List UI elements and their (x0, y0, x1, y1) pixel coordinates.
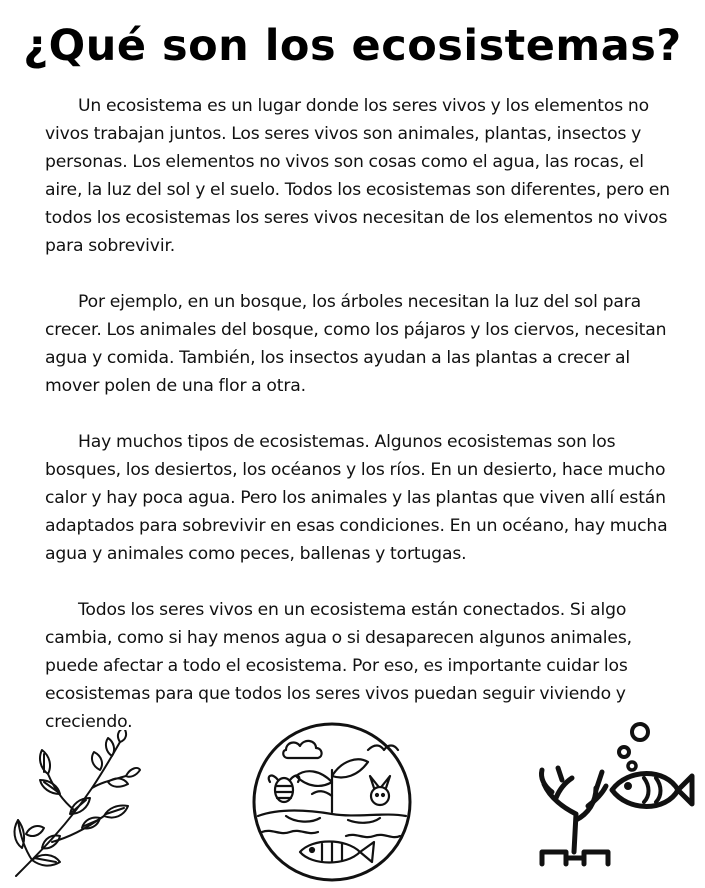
leafy-branch-icon (12, 730, 142, 878)
paragraph-2: Por ejemplo, en un bosque, los árboles necesitan la luz del sol para crecer. Los animales del bosque, como los pájaros y los ciervos, necesitan agua y comida. También, los insectos ayudan a las plantas a crecer al mover polen de una flor a otra. (45, 292, 667, 396)
paragraph-1: Un ecosistema es un lugar donde los seres vivos y los elementos no vivos trabajan juntos. Los seres vivos son animales, plantas, insectos y personas. Los elementos no vivos son cosas como el agua, las rocas, el aire, la luz del sol y el suelo. Todos los ecosistemas son diferentes, pero en todos los ecosistemas los seres vivos necesitan de los elementos no vivos para sobrevivir. (45, 96, 670, 256)
paragraph-4: Todos los seres vivos en un ecosistema están conectados. Si algo cambia, como si hay menos agua o si desaparecen algunos animales, puede afectar a todo el ecosistema. Por eso, es importante cuidar los ecosistemas para que todos los seres vivos puedan seguir viviendo y creciendo. (45, 600, 632, 732)
paragraph-3: Hay muchos tipos de ecosistemas. Algunos ecosistemas son los bosques, los desiertos, los océanos y los ríos. En un desierto, hace mucho calor y hay poca agua. Pero los animales y las plantas que viven allí están adaptados para sobrevivir en esas condiciones. En un océano, hay mucha agua y animales como peces, ballenas y tortugas. (45, 432, 668, 564)
ecosystem-globe-icon (250, 720, 414, 884)
page-title: ¿Qué son los ecosistemas? (23, 21, 682, 71)
coral-fish-icon (532, 716, 697, 876)
article-body (45, 92, 670, 764)
